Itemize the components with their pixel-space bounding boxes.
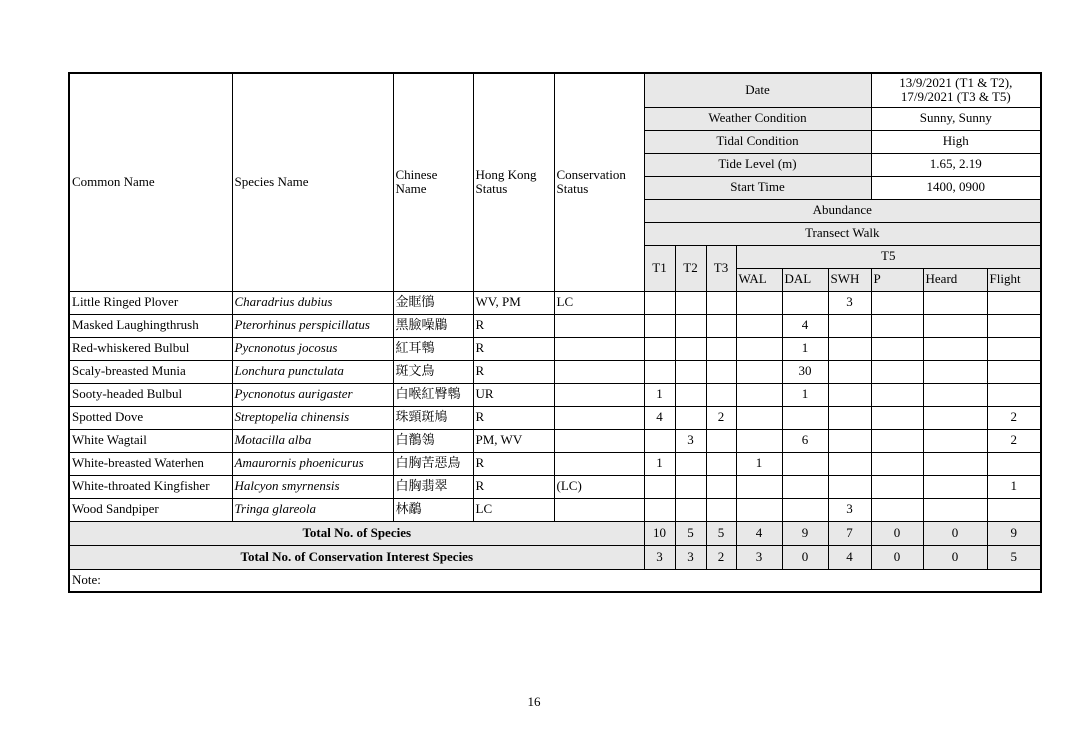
table-row [69, 498, 1041, 521]
header-hk-status: Hong Kong Status [473, 73, 554, 291]
cell-wal [736, 429, 782, 452]
table-row [69, 452, 1041, 475]
header-transect-walk: Transect Walk [644, 222, 1041, 245]
cell-cons [554, 429, 644, 452]
cell-common: Scaly-breasted Munia [69, 360, 232, 383]
cell-chinese: 白鶺鴒 [393, 429, 473, 452]
cell-dal [782, 498, 828, 521]
header-start-time-label: Start Time [644, 176, 871, 199]
cell-t2 [675, 291, 706, 314]
header-tidal-label: Tidal Condition [644, 130, 871, 153]
cell-species: Pycnonotus jocosus [232, 337, 393, 360]
header-chinese-name: Chinese Name [393, 73, 473, 291]
total-species-row-value: 9 [782, 521, 828, 545]
cell-hk: LC [473, 498, 554, 521]
cell-heard [923, 291, 987, 314]
table-row [69, 314, 1041, 337]
cell-flight [987, 291, 1041, 314]
cell-common: Masked Laughingthrush [69, 314, 232, 337]
header-tidal-value: High [871, 130, 1041, 153]
cell-p [871, 291, 923, 314]
table-row [69, 475, 1041, 498]
header-date-value: 13/9/2021 (T1 & T2), 17/9/2021 (T3 & T5) [871, 73, 1041, 107]
header-start-time-value: 1400, 0900 [871, 176, 1041, 199]
header-tide-level-label: Tide Level (m) [644, 153, 871, 176]
cell-dal: 4 [782, 314, 828, 337]
cell-chinese: 林鷸 [393, 498, 473, 521]
total-species-row-value: 7 [828, 521, 871, 545]
cell-t1: 1 [644, 452, 675, 475]
cell-species: Amaurornis phoenicurus [232, 452, 393, 475]
cell-dal [782, 406, 828, 429]
cell-heard [923, 475, 987, 498]
cell-dal [782, 452, 828, 475]
total-conservation-row-value: 0 [871, 545, 923, 569]
cell-t2 [675, 452, 706, 475]
cell-hk: PM, WV [473, 429, 554, 452]
cell-chinese: 金眶鴴 [393, 291, 473, 314]
cell-cons [554, 406, 644, 429]
cell-flight [987, 337, 1041, 360]
total-conservation-row-value: 3 [736, 545, 782, 569]
cell-t2 [675, 475, 706, 498]
note-label: Note: [69, 569, 1041, 592]
header-sub-dal: DAL [782, 268, 828, 291]
cell-wal [736, 383, 782, 406]
cell-p [871, 452, 923, 475]
cell-flight: 1 [987, 475, 1041, 498]
cell-flight [987, 314, 1041, 337]
cell-cons [554, 314, 644, 337]
cell-common: White-breasted Waterhen [69, 452, 232, 475]
cell-common: Red-whiskered Bulbul [69, 337, 232, 360]
cell-p [871, 314, 923, 337]
header-sub-wal: WAL [736, 268, 782, 291]
cell-dal [782, 475, 828, 498]
cell-hk: R [473, 314, 554, 337]
cell-heard [923, 314, 987, 337]
cell-species: Charadrius dubius [232, 291, 393, 314]
cell-common: Spotted Dove [69, 406, 232, 429]
cell-dal: 30 [782, 360, 828, 383]
total-conservation-row [69, 545, 1041, 569]
cell-t1 [644, 314, 675, 337]
cell-t1 [644, 337, 675, 360]
table-row [69, 360, 1041, 383]
cell-common: Wood Sandpiper [69, 498, 232, 521]
cell-t2 [675, 406, 706, 429]
bird-survey-table [68, 72, 1042, 593]
cell-flight [987, 498, 1041, 521]
cell-cons [554, 360, 644, 383]
cell-t3 [706, 337, 736, 360]
table-row [69, 337, 1041, 360]
total-conservation-row-value: 3 [644, 545, 675, 569]
cell-flight [987, 360, 1041, 383]
cell-t1 [644, 429, 675, 452]
total-species-row-value: 9 [987, 521, 1041, 545]
cell-flight [987, 452, 1041, 475]
cell-flight: 2 [987, 429, 1041, 452]
cell-t1 [644, 360, 675, 383]
header-date-label: Date [644, 73, 871, 107]
cell-dal: 1 [782, 383, 828, 406]
cell-t3 [706, 498, 736, 521]
cell-t2 [675, 337, 706, 360]
total-conservation-row-value: 4 [828, 545, 871, 569]
cell-cons [554, 452, 644, 475]
total-species-row-label: Total No. of Species [69, 521, 644, 545]
cell-t3 [706, 429, 736, 452]
cell-heard [923, 383, 987, 406]
table-row [69, 383, 1041, 406]
header-t2: T2 [675, 245, 706, 291]
cell-hk: R [473, 360, 554, 383]
cell-wal [736, 314, 782, 337]
cell-cons [554, 337, 644, 360]
cell-hk: R [473, 406, 554, 429]
total-species-row-value: 10 [644, 521, 675, 545]
header-tide-level-value: 1.65, 2.19 [871, 153, 1041, 176]
cell-p [871, 383, 923, 406]
table-row [69, 429, 1041, 452]
cell-species: Halcyon smyrnensis [232, 475, 393, 498]
total-conservation-row-value: 2 [706, 545, 736, 569]
cell-swh: 3 [828, 291, 871, 314]
table-row [69, 291, 1041, 314]
cell-hk: R [473, 475, 554, 498]
cell-hk: UR [473, 383, 554, 406]
cell-dal [782, 291, 828, 314]
cell-wal [736, 291, 782, 314]
cell-t3: 2 [706, 406, 736, 429]
cell-dal: 6 [782, 429, 828, 452]
header-sub-heard: Heard [923, 268, 987, 291]
cell-swh [828, 360, 871, 383]
cell-chinese: 白胸翡翠 [393, 475, 473, 498]
cell-cons: (LC) [554, 475, 644, 498]
total-species-row-value: 0 [923, 521, 987, 545]
cell-wal [736, 337, 782, 360]
cell-species: Pycnonotus aurigaster [232, 383, 393, 406]
header-t3: T3 [706, 245, 736, 291]
cell-heard [923, 498, 987, 521]
cell-cons: LC [554, 291, 644, 314]
total-species-row-value: 4 [736, 521, 782, 545]
total-species-row [69, 521, 1041, 545]
cell-p [871, 475, 923, 498]
cell-wal [736, 475, 782, 498]
cell-flight: 2 [987, 406, 1041, 429]
cell-swh [828, 452, 871, 475]
cell-heard [923, 452, 987, 475]
page-number: 16 [527, 694, 541, 709]
total-conservation-row-value: 0 [923, 545, 987, 569]
cell-p [871, 429, 923, 452]
total-conservation-row-value: 0 [782, 545, 828, 569]
cell-t1: 4 [644, 406, 675, 429]
cell-hk: R [473, 452, 554, 475]
cell-heard [923, 360, 987, 383]
cell-t1 [644, 498, 675, 521]
table-row [69, 406, 1041, 429]
cell-swh [828, 406, 871, 429]
cell-swh [828, 475, 871, 498]
cell-t3 [706, 314, 736, 337]
total-conservation-row-label: Total No. of Conservation Interest Species [69, 545, 644, 569]
cell-heard [923, 337, 987, 360]
cell-t2 [675, 498, 706, 521]
cell-wal [736, 406, 782, 429]
cell-species: Streptopelia chinensis [232, 406, 393, 429]
cell-dal: 1 [782, 337, 828, 360]
cell-t3 [706, 452, 736, 475]
cell-common: White-throated Kingfisher [69, 475, 232, 498]
cell-common: White Wagtail [69, 429, 232, 452]
cell-swh [828, 383, 871, 406]
total-conservation-row-value: 3 [675, 545, 706, 569]
cell-p [871, 406, 923, 429]
cell-common: Sooty-headed Bulbul [69, 383, 232, 406]
cell-swh [828, 429, 871, 452]
cell-flight [987, 383, 1041, 406]
cell-hk: R [473, 337, 554, 360]
header-sub-p: P [871, 268, 923, 291]
cell-swh [828, 337, 871, 360]
cell-p [871, 360, 923, 383]
cell-t3 [706, 383, 736, 406]
cell-cons [554, 383, 644, 406]
cell-chinese: 紅耳鵯 [393, 337, 473, 360]
header-sub-swh: SWH [828, 268, 871, 291]
cell-species: Lonchura punctulata [232, 360, 393, 383]
cell-t1 [644, 475, 675, 498]
cell-species: Pterorhinus perspicillatus [232, 314, 393, 337]
cell-t3 [706, 291, 736, 314]
cell-t2: 3 [675, 429, 706, 452]
cell-t2 [675, 360, 706, 383]
header-species-name: Species Name [232, 73, 393, 291]
total-species-row-value: 5 [675, 521, 706, 545]
header-common-name: Common Name [69, 73, 232, 291]
cell-wal [736, 498, 782, 521]
total-conservation-row-value: 5 [987, 545, 1041, 569]
cell-t3 [706, 360, 736, 383]
cell-swh [828, 314, 871, 337]
cell-chinese: 白胸苦惡鳥 [393, 452, 473, 475]
cell-t2 [675, 383, 706, 406]
header-sub-flight: Flight [987, 268, 1041, 291]
header-abundance: Abundance [644, 199, 1041, 222]
cell-cons [554, 498, 644, 521]
cell-chinese: 黑臉噪鶥 [393, 314, 473, 337]
cell-wal [736, 360, 782, 383]
note-row [69, 569, 1041, 592]
cell-t3 [706, 475, 736, 498]
cell-chinese: 珠頸斑鳩 [393, 406, 473, 429]
header-t1: T1 [644, 245, 675, 291]
cell-chinese: 白喉紅臀鵯 [393, 383, 473, 406]
cell-t2 [675, 314, 706, 337]
cell-chinese: 斑文鳥 [393, 360, 473, 383]
total-species-row-value: 5 [706, 521, 736, 545]
cell-species: Tringa glareola [232, 498, 393, 521]
cell-hk: WV, PM [473, 291, 554, 314]
cell-p [871, 337, 923, 360]
header-weather-label: Weather Condition [644, 107, 871, 130]
cell-t1 [644, 291, 675, 314]
cell-heard [923, 406, 987, 429]
cell-t1: 1 [644, 383, 675, 406]
cell-swh: 3 [828, 498, 871, 521]
cell-wal: 1 [736, 452, 782, 475]
cell-common: Little Ringed Plover [69, 291, 232, 314]
cell-p [871, 498, 923, 521]
cell-species: Motacilla alba [232, 429, 393, 452]
header-conservation-status: Conservation Status [554, 73, 644, 291]
header-weather-value: Sunny, Sunny [871, 107, 1041, 130]
header-t5: T5 [736, 245, 1041, 268]
cell-heard [923, 429, 987, 452]
total-species-row-value: 0 [871, 521, 923, 545]
